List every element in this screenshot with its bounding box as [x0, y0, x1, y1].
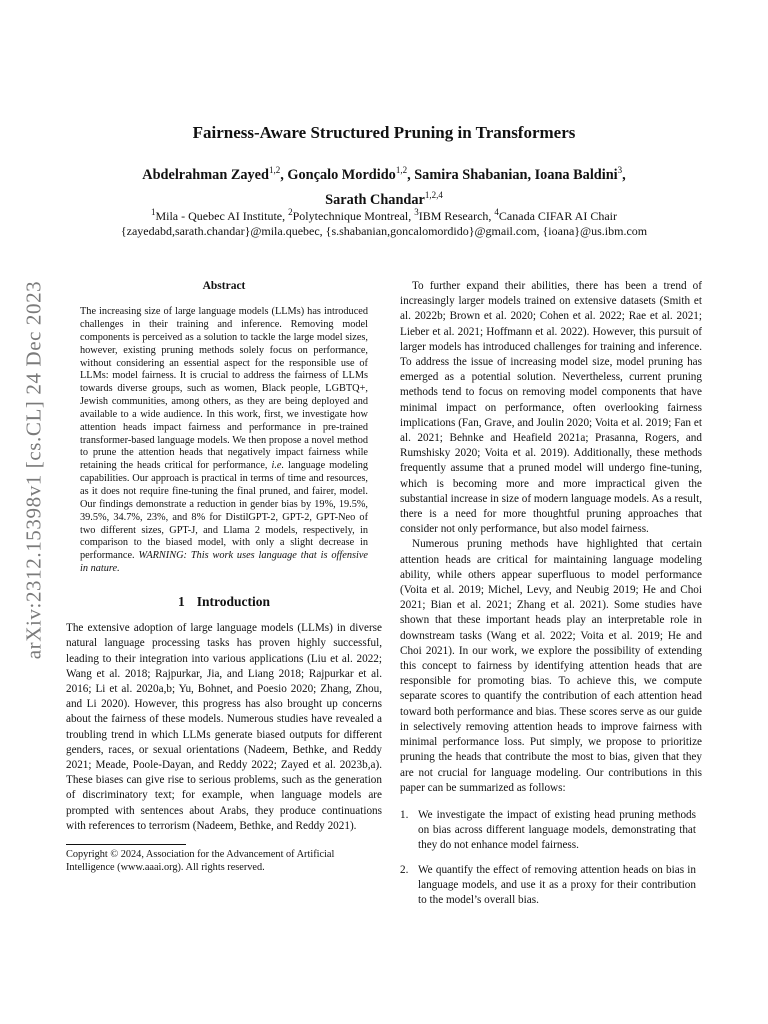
- author: Ioana Baldini$^3$,: [534, 165, 626, 183]
- author-emails: {zayedabd,sarath.chandar}@mila.quebec, {s.shabanian,goncalomordido}@gmail.com, {ioana}@us.ibm.com: [120, 224, 648, 238]
- author: Abdelrahman Zayed$^{1,2}$,: [142, 165, 288, 183]
- intro-paragraph-1: The extensive adoption of large language models (LLMs) in diverse natural language processing tasks has proven highly successful, leading to their integration into various applications (Liu et al. 2022; Wang et al. 2018; Rajpurkar, Jia, and Liang 2018; Rajpurkar et al. 2016; Li et al. 2020a,b; Yu, Bohnet, and Poesio 2020; Zhang, Zhou, and Li 2020). However, this progress has also brought up concerns about the fairness of these models. Numerous studies have revealed a troubling trend in which LLMs generate biased outputs for different genders, races, or sexual orientations (Nadeem, Bethke, and Reddy 2021; Meade, Poole-Dayan, and Reddy 2022; Zayed et al. 2023b,a). These biases can give rise to serious problems, such as the generation of discriminatory text; for example, when language models are prompted with sentences about Arabs, they produce continuations with references to terrorism (Nadeem, Bethke, and Reddy 2021).: [66, 622, 382, 832]
- intro-paragraph-2: To further expand their abilities, there has been a trend of increasingly larger models trained on extensive datasets (Smith et al. 2022b; Brown et al. 2020; Cohen et al. 2022; Rae et al. 2021; Lieber et al. 2021; Hoffmann et al. 2022). However, this pursuit of larger models has introduced challenges for training and inference. To address the issue of increasing model size, model pruning has emerged as a potential solution. Nevertheless, current pruning methods tend to focus on removing model components that have minimal impact on performance, often overlooking fairness implications (Fan, Grave, and Joulin 2020; Voita et al. 2019; Fan et al. 2021; Behnke and Heafield 2021a; Prasanna, Rogers, and Rumshisky 2020; Voita et al. 2019). Additionally, these methods frequently assume that a pruned model will undergo fine-tuning, which is becoming more and more impractical given the substantial increase in size of modern language models. As a result, there is a need for more thoughtful pruning approaches that consider not only performance, but also model fairness.: [400, 280, 702, 536]
- abstract-heading: Abstract: [202, 280, 246, 292]
- affiliation-line: $^1$Mila - Quebec AI Institute, $^2$Polytechnique Montreal, $^3$IBM Research, $^4$Canada CIFAR AI Chair: [150, 207, 618, 223]
- intro-paragraph-3: Numerous pruning methods have highlighted that certain attention heads are critical for maintaining language modeling ability, while others appear superfluous to model performance (Voita et al. 2019; Michel, Levy, and Neubig 2019; He and Choi 2021; Bian et al. 2021; Zhang et al. 2021). Some studies have shown that these important heads play an interpretable role in downstream tasks (Wang et al. 2022; Voita et al. 2019; He and Choi 2021). In our work, we explore the possibility of extending this concept to fairness by identifying attention heads that are responsible for promoting bias. To achieve this, we compute separate scores to quantify the contribution of each attention head toward both performance and bias. These scores serve as our guide in selectively removing attention heads to improve fairness with minimal performance loss. Put simply, we propose to prioritize pruning the heads that contribute the most to bias, given that they are not crucial for language modeling. Our contributions in this paper can be summarized as follows:: [400, 538, 702, 794]
- contributions-list: [400, 808, 702, 908]
- abstract-text: The increasing size of large language models (LLMs) has introduced challenges in their training and inference. Removing model components is perceived as a solution to tackle the large model sizes, however, existing pruning methods solely focus on performance, without considering an essential aspect for the responsible use of LLMs: model fairness. It is crucial to address the fairness of LLMs towards diverse groups, such as women, Black people, LGBTQ+, Jewish communities, among others, as they are being deployed and available to a wide audience. In this work, first, we investigate how attention heads impact fairness and performance in pre-trained transformer-based language models. We then propose a novel method to prune the attention heads that negatively impact fairness while retaining the heads critical for performance, i.e. language modeling capabilities. Our approach is practical in terms of time and resources, as it does not require fine-tuning the final pruned, and fairer, model. Our findings demonstrate a reduction in gender bias by 19%, 19.5%, 39.5%, 34.7%, 23%, and 8% for DistilGPT-2, GPT-2, GPT-Neo of two different sizes, GPT-J, and Llama 2 models, respectively, in comparison to the biased model, with only a slight decrease in performance. WARNING: This work uses language that is offensive in nature.: [80, 306, 368, 575]
- list-item: 2. We quantify the effect of removing attention heads on bias in language models, and use it as a proxy for their contribution to the model’s overall bias.: [400, 863, 696, 906]
- footnote-divider: [66, 844, 186, 845]
- arxiv-stamp-text: arXiv:2312.15398v1 [cs.CL] 24 Dec 2023: [21, 280, 46, 660]
- author: Sarath Chandar$^{1,2,4}$: [325, 189, 443, 208]
- copyright-footnote: Copyright © 2024, Association for the Advancement of Artificial Intelligence (www.aaai.org). All rights reserved.: [66, 848, 335, 873]
- author: Gonçalo Mordido$^{1,2}$,: [287, 165, 415, 183]
- paper-title: Fairness-Aware Structured Pruning in Transformers: [192, 123, 576, 142]
- content-warning: WARNING: This work uses language that is offensive in nature.: [80, 550, 368, 575]
- left-column: [66, 279, 382, 874]
- affiliations: [60, 205, 708, 239]
- right-column: [400, 279, 702, 917]
- list-item: 1. We investigate the impact of existing head pruning methods on bias across different language models, demonstrating that they do not enhance model fairness.: [400, 808, 696, 852]
- section-heading-introduction: 1 Introduction: [177, 593, 271, 609]
- author: Samira Shabanian,: [414, 166, 535, 183]
- arxiv-identifier-stamp: [18, 270, 50, 670]
- author-list: [100, 160, 668, 210]
